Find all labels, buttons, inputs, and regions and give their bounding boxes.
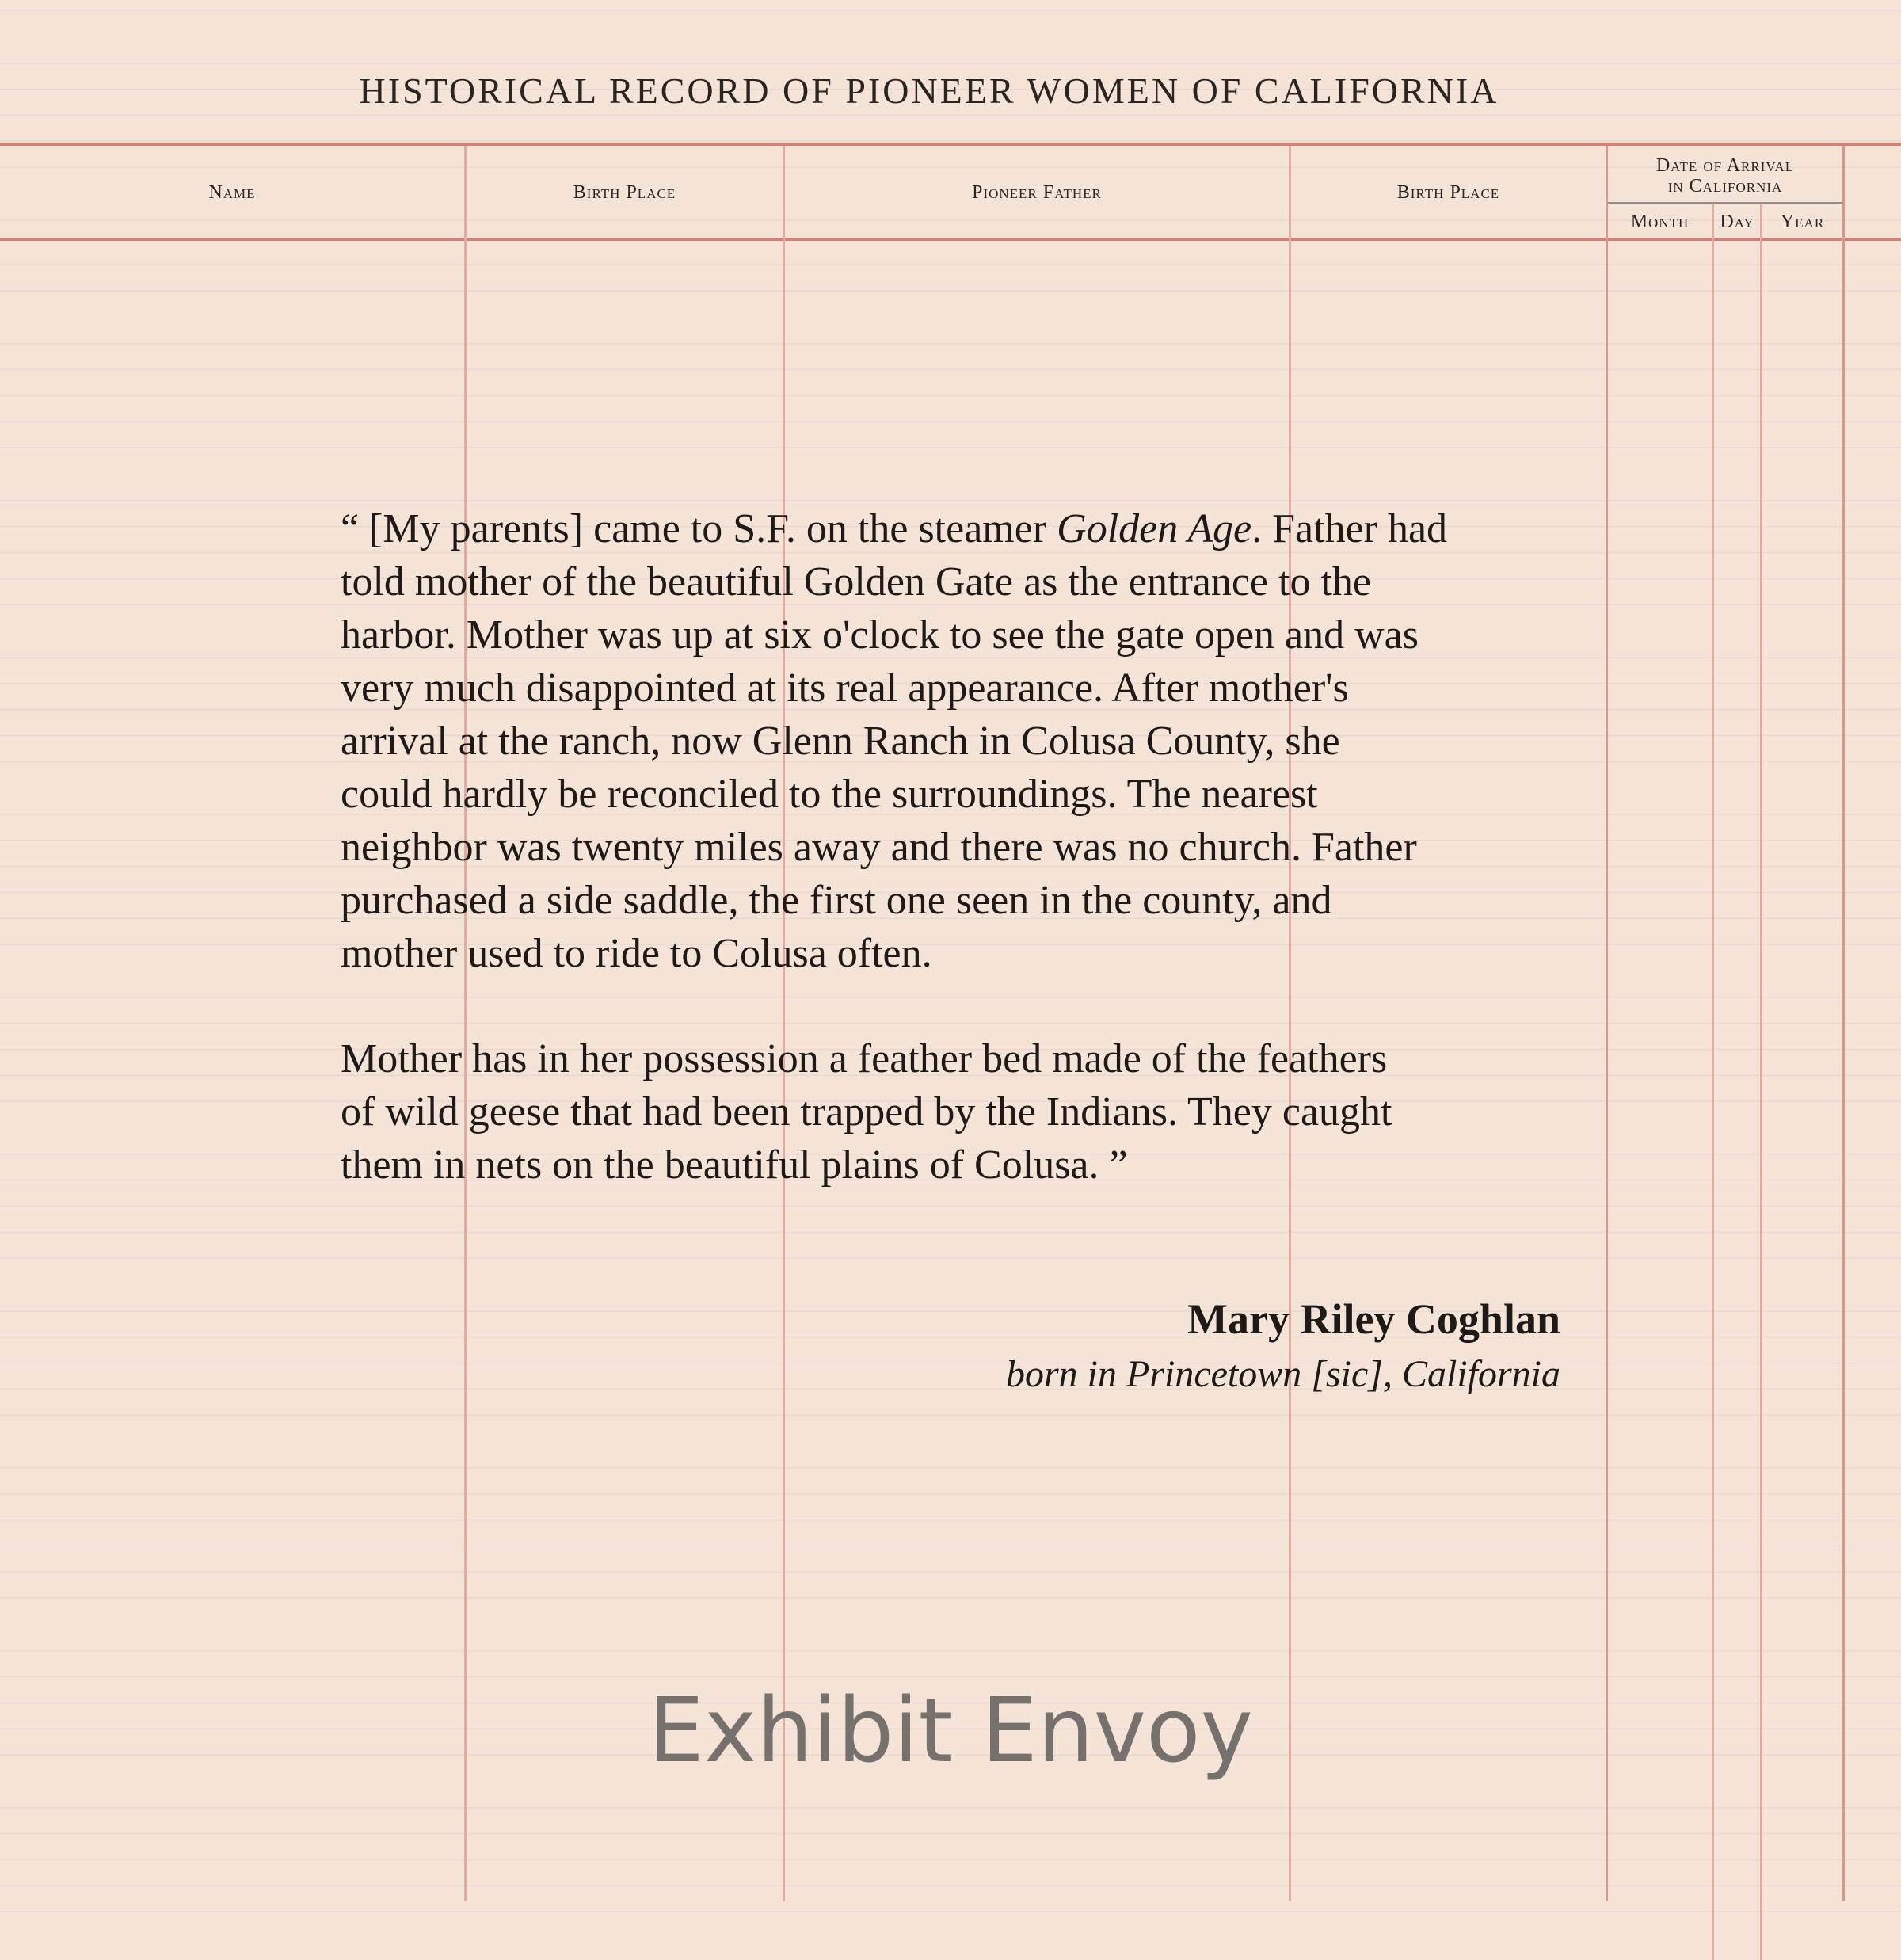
column-header-name: Name [208,182,256,203]
column-header-father-birth-place: Birth Place [1396,182,1500,203]
quote-open-text: “ [My parents] came to S.F. on the steamer [341,506,1057,551]
author-birthplace: born in Princetown [sic], California [1005,1353,1560,1395]
quote-paragraph-2: Mother has in her possession a feather bed made of the feathers of wild geese that had been trapped by the Indians. They caught them in nets on the beautiful plains of Colusa. ” [341,1036,1392,1188]
column-divider [1842,146,1845,1901]
watermark: Exhibit Envoy [648,1680,1253,1783]
column-header-month: Month [1630,212,1690,232]
ship-name: Golden Age [1057,506,1252,551]
arrival-date-line2: in California [1667,176,1783,196]
quote-paragraph-1 [341,502,1608,980]
author-name: Mary Riley Coghlan [1187,1295,1560,1343]
attribution [1006,1291,1560,1402]
page-title: HISTORICAL RECORD OF PIONEER WOMEN OF CALIFORNIA [359,71,1499,111]
header-bottom-rule [0,238,1901,241]
column-header-arrival-date [1608,155,1842,196]
arrival-subheader-rule [1608,202,1842,204]
column-header-year: Year [1780,212,1825,232]
column-header-day: Day [1720,212,1754,232]
arrival-date-line1: Date of Arrival [1655,155,1795,176]
column-header-pioneer-father: Pioneer Father [972,182,1102,203]
header-top-rule [0,143,1901,146]
column-header-birth-place: Birth Place [573,182,676,203]
quote-paragraph-1-rest: . Father had told mother of the beautiful Golden Gate as the entrance to the harbor. Mother was up at six o'clock to see the gate open and was very much disappointed at its real appearance. After mother's arrival at the ranch, now Glenn Ranch in Colusa County, she could hardly be reconciled to the surroundings. The nearest neighbor was twenty miles away and there was no church. Father purchased a side saddle, the first one seen in the county, and mother used to ride to Colusa often. [341,506,1448,976]
quote-block [341,502,1608,1192]
